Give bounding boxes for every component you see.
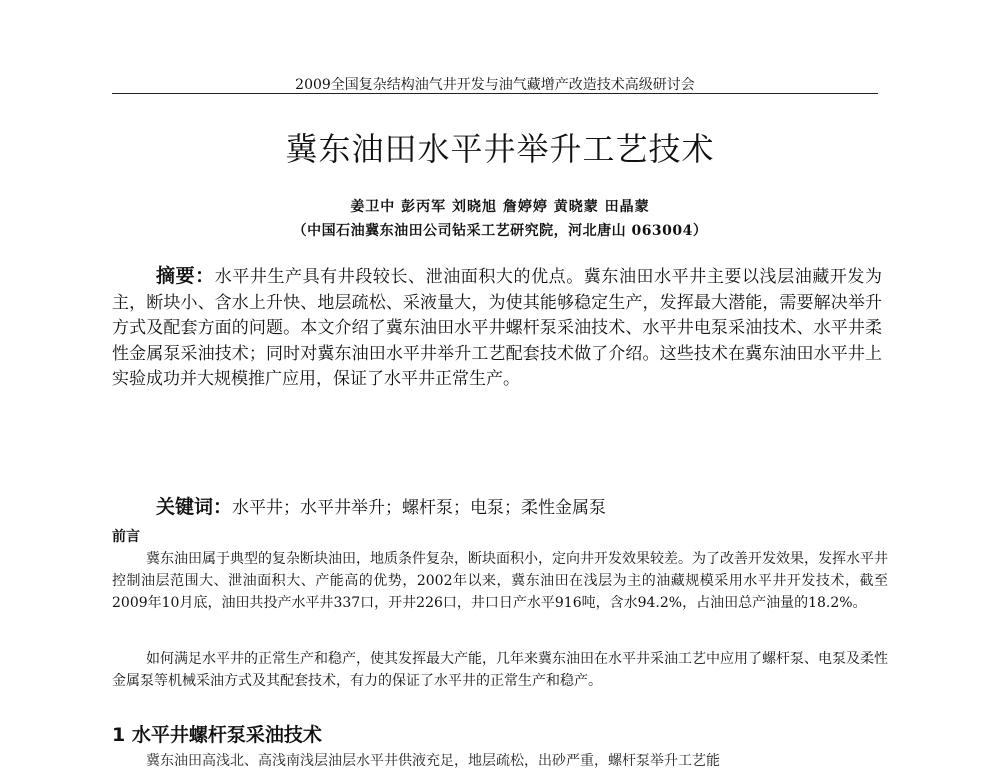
keywords-line <box>156 492 886 519</box>
keywords-label: 关键词： <box>156 496 233 518</box>
conference-header: 2009全国复杂结构油气井开发与油气藏增产改造技术高级研讨会 <box>295 77 695 93</box>
section-1-heading: 1 水平井螺杆泵采油技术 <box>112 724 322 746</box>
keywords-text: 水平井；水平井举升；螺杆泵；电泵；柔性金属泵 <box>232 498 607 518</box>
header-rule <box>112 93 878 94</box>
intro-paragraph-2: 如何满足水平井的正常生产和稳产，使其发挥最大产能，几年来冀东油田在水平井采油工艺中应用了螺杆泵、电泵及柔性金属泵等机械采油方式及其配套技术，有力的保证了水平井的正常生产和稳产。 <box>112 651 888 689</box>
abstract-paragraph <box>112 264 882 393</box>
abstract-label: 摘要： <box>156 265 215 287</box>
section-1-first-line: 冀东油田高浅北、高浅南浅层油层水平井供液充足，地层疏松，出砂严重，螺杆泵举升工艺能 <box>146 753 720 769</box>
abstract-text: 水平井生产具有井段较长、泄油面积大的优点。冀东油田水平井主要以浅层油藏开发为主，断块小、含水上升快、地层疏松、采液量大，为使其能够稳定生产，发挥最大潜能，需要解决举升方式及配套方面的问题。本文介绍了冀东油田水平井螺杆泵采油技术、水平井电泵采油技术、水平井柔性金属泵采油技术；同时对冀东油田水平井举升工艺配套技术做了介绍。这些技术在冀东油田水平井上实验成功并大规模推广应用，保证了水平井正常生产。 <box>112 267 882 389</box>
intro-heading: 前言 <box>112 529 140 545</box>
intro-paragraph-1: 冀东油田属于典型的复杂断块油田，地质条件复杂，断块面积小，定向井开发效果较差。为了改善开发效果，发挥水平井控制油层范围大、泄油面积大、产能高的优势，2002年以来，冀东油田在浅层为主的油藏规模采用水平井开发技术，截至2009年10月底，油田共投产水平井337口，开井226口，井口日产水平916吨，含水94.2%，占油田总产油量的18.2%。 <box>112 551 888 611</box>
paper-affiliation: （中国石油冀东油田公司钻采工艺研究院，河北唐山 063004） <box>292 223 708 239</box>
paper-authors: 姜卫中 彭丙军 刘晓旭 詹婷婷 黄晓蒙 田晶蒙 <box>350 199 650 215</box>
paper-title: 冀东油田水平井举升工艺技术 <box>285 130 715 168</box>
